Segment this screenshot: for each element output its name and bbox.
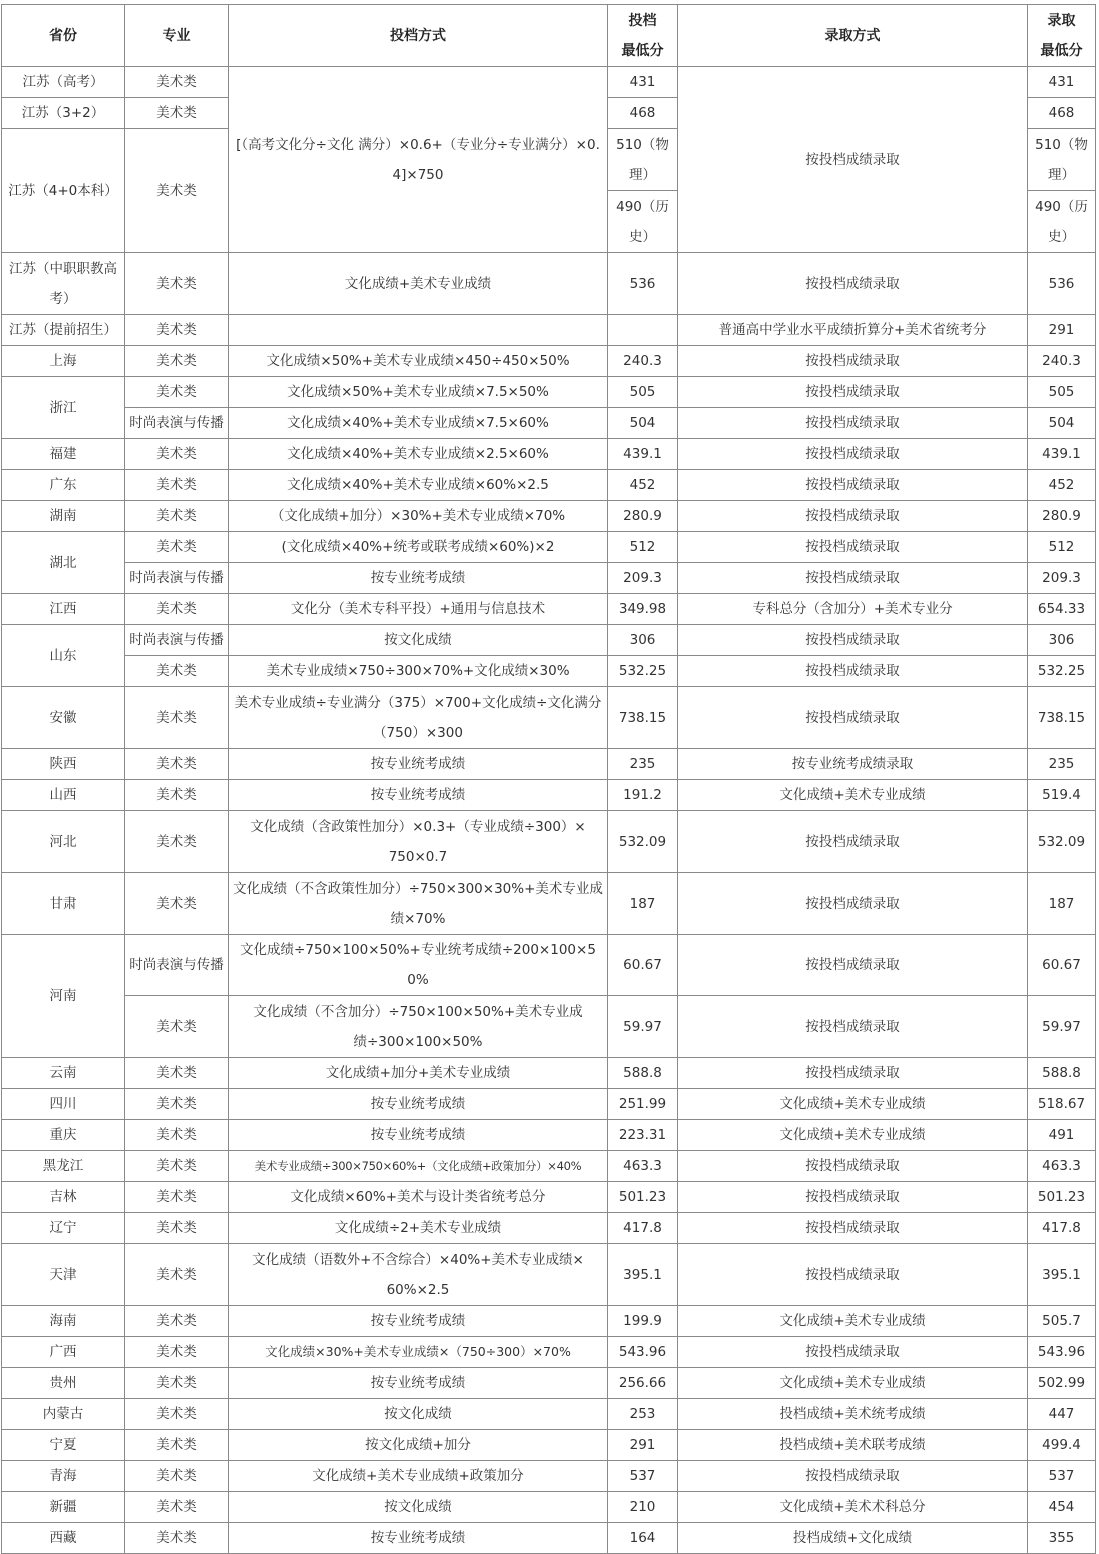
filing-min-cell: 510（物理） [608, 129, 678, 191]
admission-method-cell: 按投档成绩录取 [678, 470, 1028, 501]
admission-method-cell: 按投档成绩录取 [678, 346, 1028, 377]
filing-method-cell: 按专业统考成绩 [229, 749, 608, 780]
major-cell: 美术类 [125, 1337, 229, 1368]
table-row [2, 315, 1096, 346]
filing-method-cell: 文化成绩（不含加分）÷750×100×50%+美术专业成绩÷300×100×50% [229, 996, 608, 1058]
admission-min-cell: 505 [1028, 377, 1096, 408]
header-province: 省份 [2, 5, 125, 67]
major-cell: 美术类 [125, 532, 229, 563]
admission-method-cell: 投档成绩+美术统考成绩 [678, 1399, 1028, 1430]
admission-min-cell: 417.8 [1028, 1213, 1096, 1244]
major-cell: 美术类 [125, 1089, 229, 1120]
filing-method-cell: 美术专业成绩÷300×750×60%+（文化成绩+政策加分）×40% [229, 1151, 608, 1182]
admission-min-cell: 60.67 [1028, 935, 1096, 996]
admission-method-cell: 按投档成绩录取 [678, 873, 1028, 935]
filing-min-cell: 199.9 [608, 1306, 678, 1337]
major-cell: 美术类 [125, 1492, 229, 1523]
filing-min-cell: 588.8 [608, 1058, 678, 1089]
admission-min-cell: 240.3 [1028, 346, 1096, 377]
table-row [2, 1337, 1096, 1368]
admission-method-cell: 按投档成绩录取 [678, 935, 1028, 996]
admission-method-cell: 文化成绩+美术专业成绩 [678, 1089, 1028, 1120]
admission-method-cell: 按投档成绩录取 [678, 1244, 1028, 1306]
province-cell: 辽宁 [2, 1213, 125, 1244]
filing-min-cell: 490（历史） [608, 191, 678, 253]
admission-min-cell: 532.09 [1028, 811, 1096, 873]
major-cell: 美术类 [125, 1213, 229, 1244]
admission-min-cell: 280.9 [1028, 501, 1096, 532]
table-row [2, 346, 1096, 377]
filing-method-cell: 文化成绩×40%+美术专业成绩×2.5×60% [229, 439, 608, 470]
filing-method-cell: 按专业统考成绩 [229, 1089, 608, 1120]
filing-min-cell: 501.23 [608, 1182, 678, 1213]
admission-method-cell: 按投档成绩录取 [678, 439, 1028, 470]
admission-method-cell: 文化成绩+美术术科总分 [678, 1492, 1028, 1523]
major-cell: 美术类 [125, 439, 229, 470]
admission-min-cell: 519.4 [1028, 780, 1096, 811]
header-major: 专业 [125, 5, 229, 67]
filing-min-cell: 291 [608, 1430, 678, 1461]
admission-min-cell: 355 [1028, 1523, 1096, 1554]
table-header-row [2, 5, 1096, 67]
major-cell: 美术类 [125, 129, 229, 253]
province-cell: 山西 [2, 780, 125, 811]
province-cell: 浙江 [2, 377, 125, 439]
admission-method-cell: 按投档成绩录取 [678, 687, 1028, 749]
province-cell: 广西 [2, 1337, 125, 1368]
major-cell: 美术类 [125, 780, 229, 811]
admission-score-table [1, 4, 1096, 1554]
admission-method-cell: 按投档成绩录取 [678, 996, 1028, 1058]
table-row [2, 1399, 1096, 1430]
admission-method-cell: 按投档成绩录取 [678, 1337, 1028, 1368]
filing-min-cell [608, 315, 678, 346]
admission-method-cell: 按投档成绩录取 [678, 501, 1028, 532]
table-row [2, 873, 1096, 935]
filing-method-cell: 文化成绩×40%+美术专业成绩×7.5×60% [229, 408, 608, 439]
filing-method-cell [229, 315, 608, 346]
admission-min-cell: 510（物理） [1028, 129, 1096, 191]
major-cell: 时尚表演与传播 [125, 625, 229, 656]
major-cell: 美术类 [125, 1399, 229, 1430]
table-row [2, 749, 1096, 780]
filing-method-cell: 按专业统考成绩 [229, 1306, 608, 1337]
province-cell: 黑龙江 [2, 1151, 125, 1182]
province-cell: 安徽 [2, 687, 125, 749]
province-cell: 江苏（中职职教高考） [2, 253, 125, 315]
filing-min-cell: 280.9 [608, 501, 678, 532]
admission-min-cell: 439.1 [1028, 439, 1096, 470]
province-cell: 青海 [2, 1461, 125, 1492]
major-cell: 美术类 [125, 873, 229, 935]
table-row [2, 811, 1096, 873]
admission-method-cell: 按投档成绩录取 [678, 1461, 1028, 1492]
province-cell: 海南 [2, 1306, 125, 1337]
admission-method-cell: 按投档成绩录取 [678, 67, 1028, 253]
table-row [2, 780, 1096, 811]
filing-method-cell: 按专业统考成绩 [229, 563, 608, 594]
major-cell: 美术类 [125, 811, 229, 873]
filing-min-cell: 431 [608, 67, 678, 98]
filing-min-cell: 223.31 [608, 1120, 678, 1151]
filing-min-cell: 536 [608, 253, 678, 315]
table-row [2, 253, 1096, 315]
major-cell: 美术类 [125, 656, 229, 687]
major-cell: 美术类 [125, 253, 229, 315]
filing-min-cell: 452 [608, 470, 678, 501]
filing-method-cell: 按专业统考成绩 [229, 1120, 608, 1151]
filing-min-cell: 532.09 [608, 811, 678, 873]
table-row [2, 1213, 1096, 1244]
filing-min-cell: 512 [608, 532, 678, 563]
filing-method-cell: 按专业统考成绩 [229, 1523, 608, 1554]
table-row [2, 935, 1096, 996]
major-cell: 美术类 [125, 1368, 229, 1399]
admission-min-cell: 532.25 [1028, 656, 1096, 687]
admission-method-cell: 按投档成绩录取 [678, 1182, 1028, 1213]
filing-min-cell: 164 [608, 1523, 678, 1554]
table-row [2, 408, 1096, 439]
filing-method-cell: 文化成绩×50%+美术专业成绩×7.5×50% [229, 377, 608, 408]
filing-min-cell: 187 [608, 873, 678, 935]
major-cell: 美术类 [125, 377, 229, 408]
admission-min-cell: 209.3 [1028, 563, 1096, 594]
table-row [2, 656, 1096, 687]
province-cell: 福建 [2, 439, 125, 470]
admission-min-cell: 454 [1028, 1492, 1096, 1523]
admission-method-cell: 按投档成绩录取 [678, 1151, 1028, 1182]
admission-min-cell: 537 [1028, 1461, 1096, 1492]
table-row [2, 594, 1096, 625]
filing-method-cell: 按文化成绩 [229, 1399, 608, 1430]
filing-min-cell: 417.8 [608, 1213, 678, 1244]
filing-method-cell: 按专业统考成绩 [229, 780, 608, 811]
admission-method-cell: 文化成绩+美术专业成绩 [678, 780, 1028, 811]
table-row [2, 67, 1096, 98]
province-cell: 江西 [2, 594, 125, 625]
filing-min-cell: 738.15 [608, 687, 678, 749]
filing-min-cell: 468 [608, 98, 678, 129]
table-row [2, 1461, 1096, 1492]
major-cell: 时尚表演与传播 [125, 563, 229, 594]
filing-min-cell: 191.2 [608, 780, 678, 811]
admission-min-cell: 518.67 [1028, 1089, 1096, 1120]
province-cell: 广东 [2, 470, 125, 501]
admission-min-cell: 491 [1028, 1120, 1096, 1151]
major-cell: 美术类 [125, 315, 229, 346]
filing-min-cell: 251.99 [608, 1089, 678, 1120]
province-cell: 云南 [2, 1058, 125, 1089]
table-row [2, 1492, 1096, 1523]
major-cell: 美术类 [125, 1523, 229, 1554]
admission-min-cell: 543.96 [1028, 1337, 1096, 1368]
admission-method-cell: 按专业统考成绩录取 [678, 749, 1028, 780]
admission-min-cell: 502.99 [1028, 1368, 1096, 1399]
table-row [2, 532, 1096, 563]
admission-min-cell: 306 [1028, 625, 1096, 656]
filing-method-cell: 文化成绩×40%+美术专业成绩×60%×2.5 [229, 470, 608, 501]
filing-min-cell: 59.97 [608, 996, 678, 1058]
filing-min-cell: 504 [608, 408, 678, 439]
admission-method-cell: 按投档成绩录取 [678, 408, 1028, 439]
major-cell: 美术类 [125, 1461, 229, 1492]
filing-method-cell: （文化成绩+加分）×30%+美术专业成绩×70% [229, 501, 608, 532]
admission-method-cell: 专科总分（含加分）+美术专业分 [678, 594, 1028, 625]
major-cell: 美术类 [125, 98, 229, 129]
province-cell: 河南 [2, 935, 125, 1058]
table-row [2, 1120, 1096, 1151]
province-cell: 贵州 [2, 1368, 125, 1399]
admission-min-cell: 588.8 [1028, 1058, 1096, 1089]
admission-method-cell: 按投档成绩录取 [678, 625, 1028, 656]
admission-method-cell: 按投档成绩录取 [678, 656, 1028, 687]
filing-method-cell: (文化成绩×40%+统考或联考成绩×60%)×2 [229, 532, 608, 563]
admission-method-cell: 按投档成绩录取 [678, 377, 1028, 408]
major-cell: 美术类 [125, 470, 229, 501]
admission-method-cell: 按投档成绩录取 [678, 811, 1028, 873]
admission-method-cell: 按投档成绩录取 [678, 253, 1028, 315]
table-row [2, 1089, 1096, 1120]
table-row [2, 563, 1096, 594]
filing-method-cell: 文化成绩（含政策性加分）×0.3+（专业成绩÷300）×750×0.7 [229, 811, 608, 873]
filing-min-cell: 505 [608, 377, 678, 408]
filing-method-cell: 按专业统考成绩 [229, 1368, 608, 1399]
filing-method-cell: 文化成绩+美术专业成绩+政策加分 [229, 1461, 608, 1492]
admission-min-cell: 235 [1028, 749, 1096, 780]
province-cell: 湖南 [2, 501, 125, 532]
major-cell: 时尚表演与传播 [125, 935, 229, 996]
table-row [2, 1058, 1096, 1089]
admission-method-cell: 普通高中学业水平成绩折算分+美术省统考分 [678, 315, 1028, 346]
major-cell: 美术类 [125, 501, 229, 532]
province-cell: 河北 [2, 811, 125, 873]
province-cell: 天津 [2, 1244, 125, 1306]
province-cell: 江苏（4+0本科） [2, 129, 125, 253]
header-filing-min-score: 投档 最低分 [608, 5, 678, 67]
filing-min-cell: 256.66 [608, 1368, 678, 1399]
admission-min-cell: 468 [1028, 98, 1096, 129]
admission-method-cell: 按投档成绩录取 [678, 532, 1028, 563]
major-cell: 美术类 [125, 996, 229, 1058]
filing-min-cell: 537 [608, 1461, 678, 1492]
filing-method-cell: 美术专业成绩×750÷300×70%+文化成绩×30% [229, 656, 608, 687]
filing-method-cell: 文化成绩+美术专业成绩 [229, 253, 608, 315]
admission-min-cell: 505.7 [1028, 1306, 1096, 1337]
major-cell: 美术类 [125, 1306, 229, 1337]
filing-min-cell: 209.3 [608, 563, 678, 594]
filing-min-cell: 240.3 [608, 346, 678, 377]
filing-method-cell: 文化成绩（语数外+不含综合）×40%+美术专业成绩×60%×2.5 [229, 1244, 608, 1306]
filing-min-cell: 543.96 [608, 1337, 678, 1368]
table-row [2, 1182, 1096, 1213]
admission-min-cell: 187 [1028, 873, 1096, 935]
admission-min-cell: 447 [1028, 1399, 1096, 1430]
admission-min-cell: 504 [1028, 408, 1096, 439]
filing-min-cell: 235 [608, 749, 678, 780]
province-cell: 西藏 [2, 1523, 125, 1554]
admission-min-cell: 738.15 [1028, 687, 1096, 749]
admission-method-cell: 投档成绩+美术联考成绩 [678, 1430, 1028, 1461]
admission-method-cell: 按投档成绩录取 [678, 1213, 1028, 1244]
province-cell: 陕西 [2, 749, 125, 780]
admission-min-cell: 536 [1028, 253, 1096, 315]
admission-min-cell: 501.23 [1028, 1182, 1096, 1213]
province-cell: 重庆 [2, 1120, 125, 1151]
table-row [2, 1306, 1096, 1337]
major-cell: 美术类 [125, 594, 229, 625]
admission-min-cell: 654.33 [1028, 594, 1096, 625]
province-cell: 江苏（提前招生） [2, 315, 125, 346]
filing-method-cell: 文化成绩÷2+美术专业成绩 [229, 1213, 608, 1244]
table-row [2, 501, 1096, 532]
header-filing-method: 投档方式 [229, 5, 608, 67]
admission-method-cell: 文化成绩+美术专业成绩 [678, 1120, 1028, 1151]
filing-min-cell: 306 [608, 625, 678, 656]
province-cell: 四川 [2, 1089, 125, 1120]
admission-min-cell: 512 [1028, 532, 1096, 563]
table-row [2, 1151, 1096, 1182]
filing-min-cell: 463.3 [608, 1151, 678, 1182]
admission-method-cell: 按投档成绩录取 [678, 563, 1028, 594]
table-row [2, 1430, 1096, 1461]
province-cell: 上海 [2, 346, 125, 377]
table-row [2, 1523, 1096, 1554]
major-cell: 美术类 [125, 749, 229, 780]
province-cell: 山东 [2, 625, 125, 687]
major-cell: 美术类 [125, 1151, 229, 1182]
table-row [2, 996, 1096, 1058]
admission-method-cell: 投档成绩+文化成绩 [678, 1523, 1028, 1554]
filing-method-cell: 文化成绩×50%+美术专业成绩×450÷450×50% [229, 346, 608, 377]
province-cell: 新疆 [2, 1492, 125, 1523]
admission-min-cell: 490（历史） [1028, 191, 1096, 253]
filing-min-cell: 210 [608, 1492, 678, 1523]
major-cell: 美术类 [125, 687, 229, 749]
filing-method-cell: 按文化成绩 [229, 1492, 608, 1523]
admission-method-cell: 文化成绩+美术专业成绩 [678, 1368, 1028, 1399]
major-cell: 美术类 [125, 1058, 229, 1089]
province-cell: 江苏（3+2） [2, 98, 125, 129]
table-row [2, 470, 1096, 501]
province-cell: 内蒙古 [2, 1399, 125, 1430]
admission-method-cell: 按投档成绩录取 [678, 1058, 1028, 1089]
filing-min-cell: 439.1 [608, 439, 678, 470]
table-row [2, 1368, 1096, 1399]
filing-method-cell: 美术专业成绩÷专业满分（375）×700+文化成绩÷文化满分（750）×300 [229, 687, 608, 749]
major-cell: 美术类 [125, 346, 229, 377]
filing-min-cell: 60.67 [608, 935, 678, 996]
major-cell: 美术类 [125, 1120, 229, 1151]
province-cell: 宁夏 [2, 1430, 125, 1461]
filing-method-cell: 文化成绩÷750×100×50%+专业统考成绩÷200×100×50% [229, 935, 608, 996]
table-row [2, 377, 1096, 408]
admission-min-cell: 463.3 [1028, 1151, 1096, 1182]
filing-min-cell: 253 [608, 1399, 678, 1430]
filing-method-cell: 按文化成绩 [229, 625, 608, 656]
province-cell: 甘肃 [2, 873, 125, 935]
admission-min-cell: 291 [1028, 315, 1096, 346]
admission-min-cell: 395.1 [1028, 1244, 1096, 1306]
major-cell: 时尚表演与传播 [125, 408, 229, 439]
table-row [2, 439, 1096, 470]
table-row [2, 1244, 1096, 1306]
header-admission-min-score: 录取 最低分 [1028, 5, 1096, 67]
filing-method-cell: 文化成绩+加分+美术专业成绩 [229, 1058, 608, 1089]
filing-method-cell: 按文化成绩+加分 [229, 1430, 608, 1461]
admission-method-cell: 文化成绩+美术专业成绩 [678, 1306, 1028, 1337]
major-cell: 美术类 [125, 1244, 229, 1306]
table-row [2, 687, 1096, 749]
admission-min-cell: 499.4 [1028, 1430, 1096, 1461]
admission-min-cell: 59.97 [1028, 996, 1096, 1058]
filing-method-cell: [（高考文化分÷文化 满分）×0.6+（专业分÷专业满分）×0.4]×750 [229, 67, 608, 253]
major-cell: 美术类 [125, 67, 229, 98]
header-admission-method: 录取方式 [678, 5, 1028, 67]
province-cell: 吉林 [2, 1182, 125, 1213]
filing-min-cell: 349.98 [608, 594, 678, 625]
filing-min-cell: 532.25 [608, 656, 678, 687]
filing-method-cell: 文化成绩×60%+美术与设计类省统考总分 [229, 1182, 608, 1213]
filing-method-cell: 文化成绩×30%+美术专业成绩×（750÷300）×70% [229, 1337, 608, 1368]
table-row [2, 625, 1096, 656]
admission-min-cell: 452 [1028, 470, 1096, 501]
admission-min-cell: 431 [1028, 67, 1096, 98]
filing-method-cell: 文化分（美术专科平投）+通用与信息技术 [229, 594, 608, 625]
major-cell: 美术类 [125, 1182, 229, 1213]
major-cell: 美术类 [125, 1430, 229, 1461]
filing-min-cell: 395.1 [608, 1244, 678, 1306]
province-cell: 湖北 [2, 532, 125, 594]
province-cell: 江苏（高考） [2, 67, 125, 98]
filing-method-cell: 文化成绩（不含政策性加分）÷750×300×30%+美术专业成绩×70% [229, 873, 608, 935]
